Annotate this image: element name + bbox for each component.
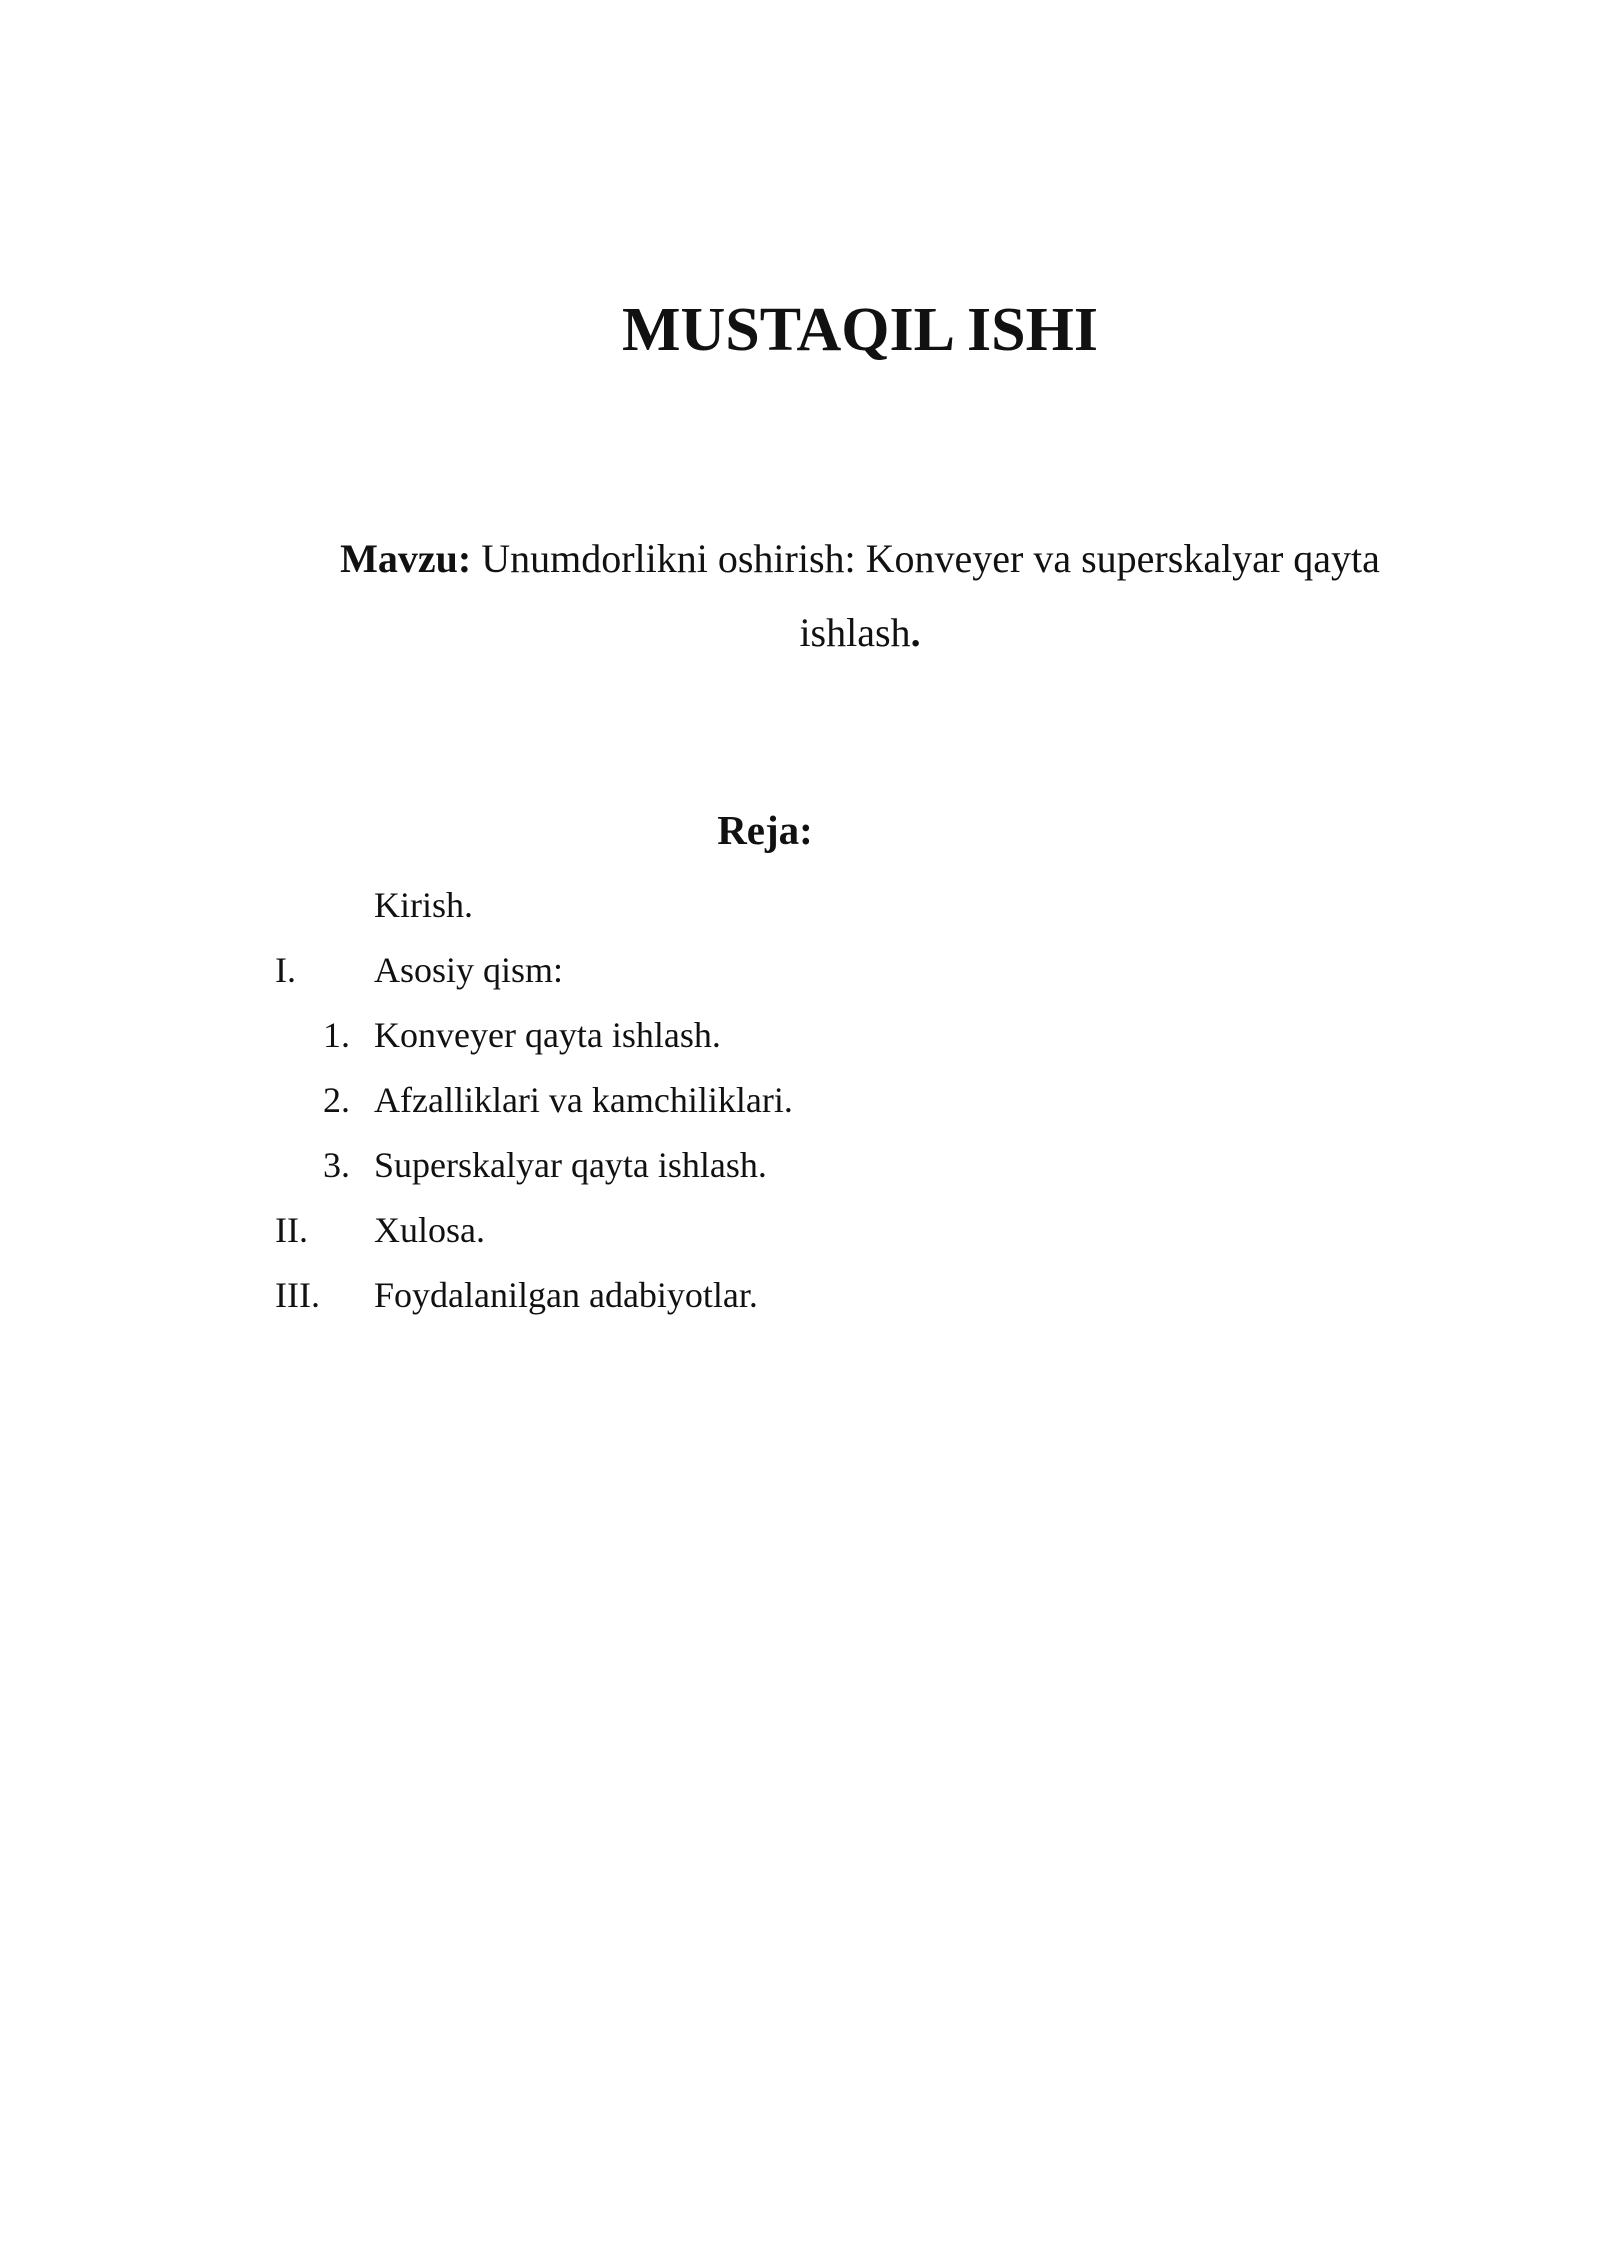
plan-item-marker: III.	[275, 1275, 320, 1315]
plan-item-marker: I.	[275, 950, 296, 990]
plan-item-text: Konveyer qayta ishlash.	[374, 1015, 721, 1055]
subject-end-punctuation: .	[910, 610, 921, 655]
plan-item-text: Kirish.	[374, 885, 473, 925]
subject-paragraph	[290, 522, 1430, 670]
plan-item-marker: 2.	[323, 1080, 350, 1120]
plan-item-marker: 1.	[323, 1015, 350, 1055]
plan-item-text: Xulosa.	[374, 1210, 485, 1250]
plan-item-text: Superskalyar qayta ishlash.	[374, 1145, 767, 1185]
plan-item-text: Foydalanilgan adabiyotlar.	[374, 1275, 758, 1315]
plan-item-conclusion	[0, 1203, 1600, 1268]
subject-label: Mavzu:	[340, 536, 472, 581]
plan-item-text: Afzalliklari va kamchiliklari.	[374, 1080, 793, 1120]
plan-subitem-superscalar	[0, 1138, 1600, 1203]
plan-subitem-pipeline	[0, 1008, 1600, 1073]
plan-heading: Reja:	[717, 807, 813, 853]
plan-item-main-part	[0, 943, 1600, 1008]
plan-item-references	[0, 1268, 1600, 1333]
plan-list	[0, 878, 1600, 1333]
plan-subitem-advantages	[0, 1073, 1600, 1138]
document-title: MUSTAQIL ISHI	[621, 296, 1099, 364]
subject-text: Unumdorlikni oshirish: Konveyer va superskalyar qayta ishlash	[471, 536, 1380, 655]
plan-item-text: Asosiy qism:	[374, 950, 564, 990]
plan-item-marker: 3.	[323, 1145, 350, 1185]
plan-item-intro	[0, 878, 1600, 943]
plan-item-marker: II.	[275, 1210, 308, 1250]
